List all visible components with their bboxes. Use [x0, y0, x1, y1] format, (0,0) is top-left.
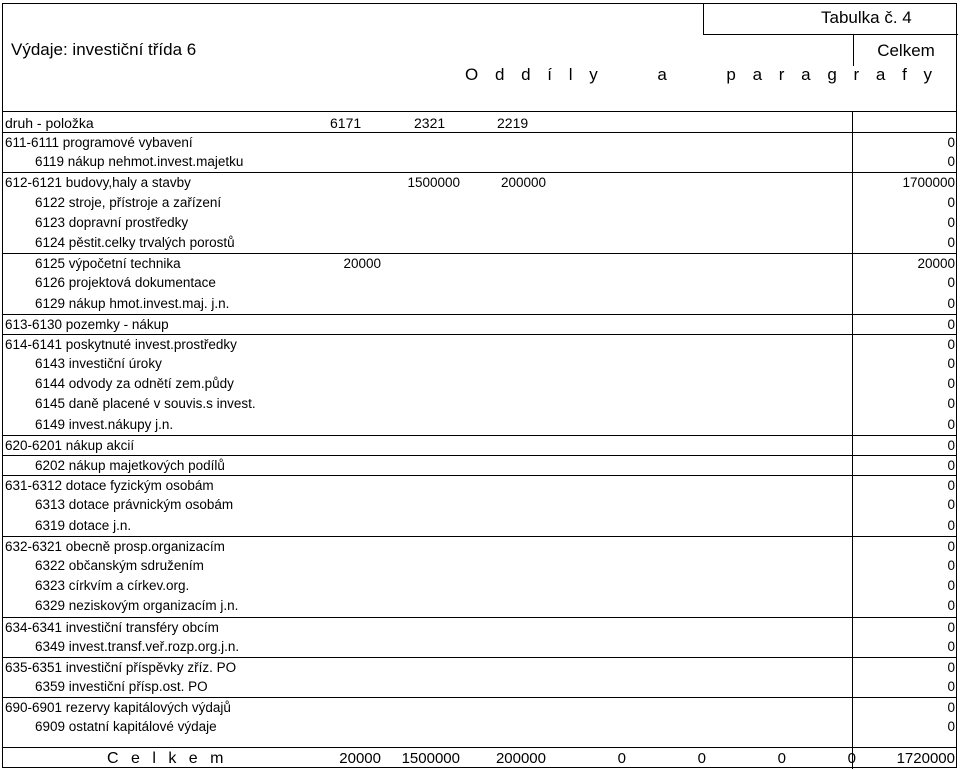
cell-total: 0 [947, 458, 955, 473]
cell-total: 0 [947, 497, 955, 513]
total-value: 1720000 [896, 750, 955, 767]
row-label: 6124 pěstit.celky trvalých porostů [35, 234, 235, 250]
table-row [3, 455, 956, 475]
table-row [3, 314, 956, 334]
table-row [3, 132, 956, 152]
table-row [3, 717, 956, 737]
total-value: 0 [777, 750, 786, 767]
row-label: 6119 nákup nehmot.invest.majetku [35, 154, 244, 170]
table-row [3, 354, 956, 374]
row-label: 6122 stroje, přístroje a zařízení [35, 194, 222, 210]
cell-total: 0 [947, 700, 955, 716]
table-row [3, 617, 956, 637]
column-header-2219: 2219 [497, 115, 529, 131]
table-row [3, 576, 956, 596]
table-row [3, 273, 956, 293]
table-row [3, 294, 956, 314]
cell-total: 0 [947, 316, 955, 332]
table-row [3, 536, 956, 556]
row-label: 6349 invest.transf.veř.rozp.org.j.n. [35, 638, 240, 654]
cell-2219: 200000 [500, 175, 546, 191]
cell-total: 0 [947, 578, 955, 594]
cell-total: 0 [947, 538, 955, 554]
row-label: 6909 ostatní kapitálové výdaje [35, 719, 217, 735]
table-row [3, 697, 956, 717]
table-row [3, 233, 956, 253]
row-label: 6323 církvím a církev.org. [35, 578, 190, 594]
cell-total: 0 [947, 517, 955, 533]
cell-total: 0 [947, 416, 955, 432]
cell-total: 0 [947, 356, 955, 372]
row-label: 6329 neziskovým organizacím j.n. [35, 598, 239, 614]
row-label: 6143 investiční úroky [35, 356, 162, 372]
cell-total: 0 [947, 478, 955, 494]
cell-total: 1700000 [902, 175, 955, 191]
row-label: 6319 dotace j.n. [35, 517, 132, 533]
table-row [3, 435, 956, 455]
row-label: 6359 investiční přísp.ost. PO [35, 679, 208, 695]
cell-total: 0 [947, 234, 955, 250]
row-label: 611-6111 programové vybavení [5, 135, 193, 150]
row-label: 620-6201 nákup akcií [5, 437, 135, 453]
row-label: 6129 nákup hmot.invest.maj. j.n. [35, 295, 230, 311]
table-row [3, 495, 956, 515]
row-label: 6126 projektová dokumentace [35, 275, 216, 291]
cell-total: 0 [947, 557, 955, 573]
table-body [3, 132, 956, 738]
header-divider [3, 111, 956, 112]
cell-total: 0 [947, 437, 955, 453]
table-row [3, 596, 956, 616]
row-label: 6322 občanským sdružením [35, 557, 204, 573]
sections-header: O d d í l y a p a r a g r a f y [465, 65, 939, 84]
row-label: 634-6341 investiční transféry obcím [5, 619, 219, 635]
cell-total: 0 [947, 336, 955, 352]
row-label: 6313 dotace právnickým osobám [35, 497, 234, 513]
table-row [3, 152, 956, 172]
cell-total: 0 [947, 638, 955, 654]
table-row [3, 556, 956, 576]
row-label: 6123 dopravní prostředky [35, 214, 189, 230]
total-value: 0 [847, 750, 856, 767]
row-label: 6149 invest.nákupy j.n. [35, 416, 174, 432]
cell-total: 0 [947, 135, 955, 150]
total-value: 0 [697, 750, 706, 767]
total-value: 200000 [495, 750, 546, 767]
row-label: 631-6312 dotace fyzickým osobám [5, 478, 214, 494]
cell-total: 0 [947, 598, 955, 614]
total-value: 1500000 [401, 750, 460, 767]
cell-total: 0 [947, 396, 955, 412]
row-label: 612-6121 budovy,haly a stavby [5, 175, 191, 191]
table-row [3, 637, 956, 657]
column-header-6171: 6171 [330, 115, 362, 131]
cell-total: 0 [947, 194, 955, 210]
cell-total: 0 [947, 719, 955, 735]
row-label: 613-6130 pozemky - nákup [5, 316, 169, 332]
table-row [3, 415, 956, 435]
table-row [3, 374, 956, 394]
row-label: 6202 nákup majetkových podílů [35, 458, 225, 473]
column-header-row [3, 113, 956, 133]
row-label: 632-6321 obecně prosp.organizacím [5, 538, 225, 554]
row-label: 6144 odvody za odnětí zem.půdy [35, 376, 234, 392]
cell-total: 20000 [917, 256, 955, 272]
row-label: 6145 daně placené v souvis.s invest. [35, 396, 256, 412]
table-row [3, 193, 956, 213]
table-row [3, 516, 956, 536]
row-label: 6125 výpočetní technika [35, 256, 181, 272]
row-label: 614-6141 poskytnuté invest.prostředky [5, 336, 237, 352]
table-number: Tabulka č. 4 [703, 4, 958, 35]
column-header-label: druh - položka [5, 115, 94, 131]
column-header-2321: 2321 [414, 115, 446, 131]
cell-total: 0 [947, 659, 955, 675]
cell-6171: 20000 [343, 256, 381, 272]
table-row [3, 657, 956, 677]
table-row [3, 334, 956, 354]
spreadsheet-table [2, 3, 957, 768]
total-value: 0 [617, 750, 626, 767]
cell-2321: 1500000 [407, 175, 460, 191]
table-row [3, 475, 956, 495]
cell-total: 0 [947, 295, 955, 311]
table-row [3, 677, 956, 697]
total-value: 20000 [339, 750, 381, 767]
total-column-header: Celkem [853, 34, 958, 66]
total-row [3, 747, 956, 770]
table-row [3, 394, 956, 414]
row-label: 690-6901 rezervy kapitálových výdajů [5, 700, 231, 716]
cell-total: 0 [947, 154, 955, 170]
table-row [3, 253, 956, 273]
table-row [3, 172, 956, 192]
page-title: Výdaje: investiční třída 6 [11, 40, 197, 59]
row-label: 635-6351 investiční příspěvky zříz. PO [5, 659, 237, 675]
cell-total: 0 [947, 619, 955, 635]
table-row [3, 213, 956, 233]
total-row-label: C e l k e m [107, 750, 228, 767]
cell-total: 0 [947, 679, 955, 695]
cell-total: 0 [947, 214, 955, 230]
cell-total: 0 [947, 376, 955, 392]
cell-total: 0 [947, 275, 955, 291]
